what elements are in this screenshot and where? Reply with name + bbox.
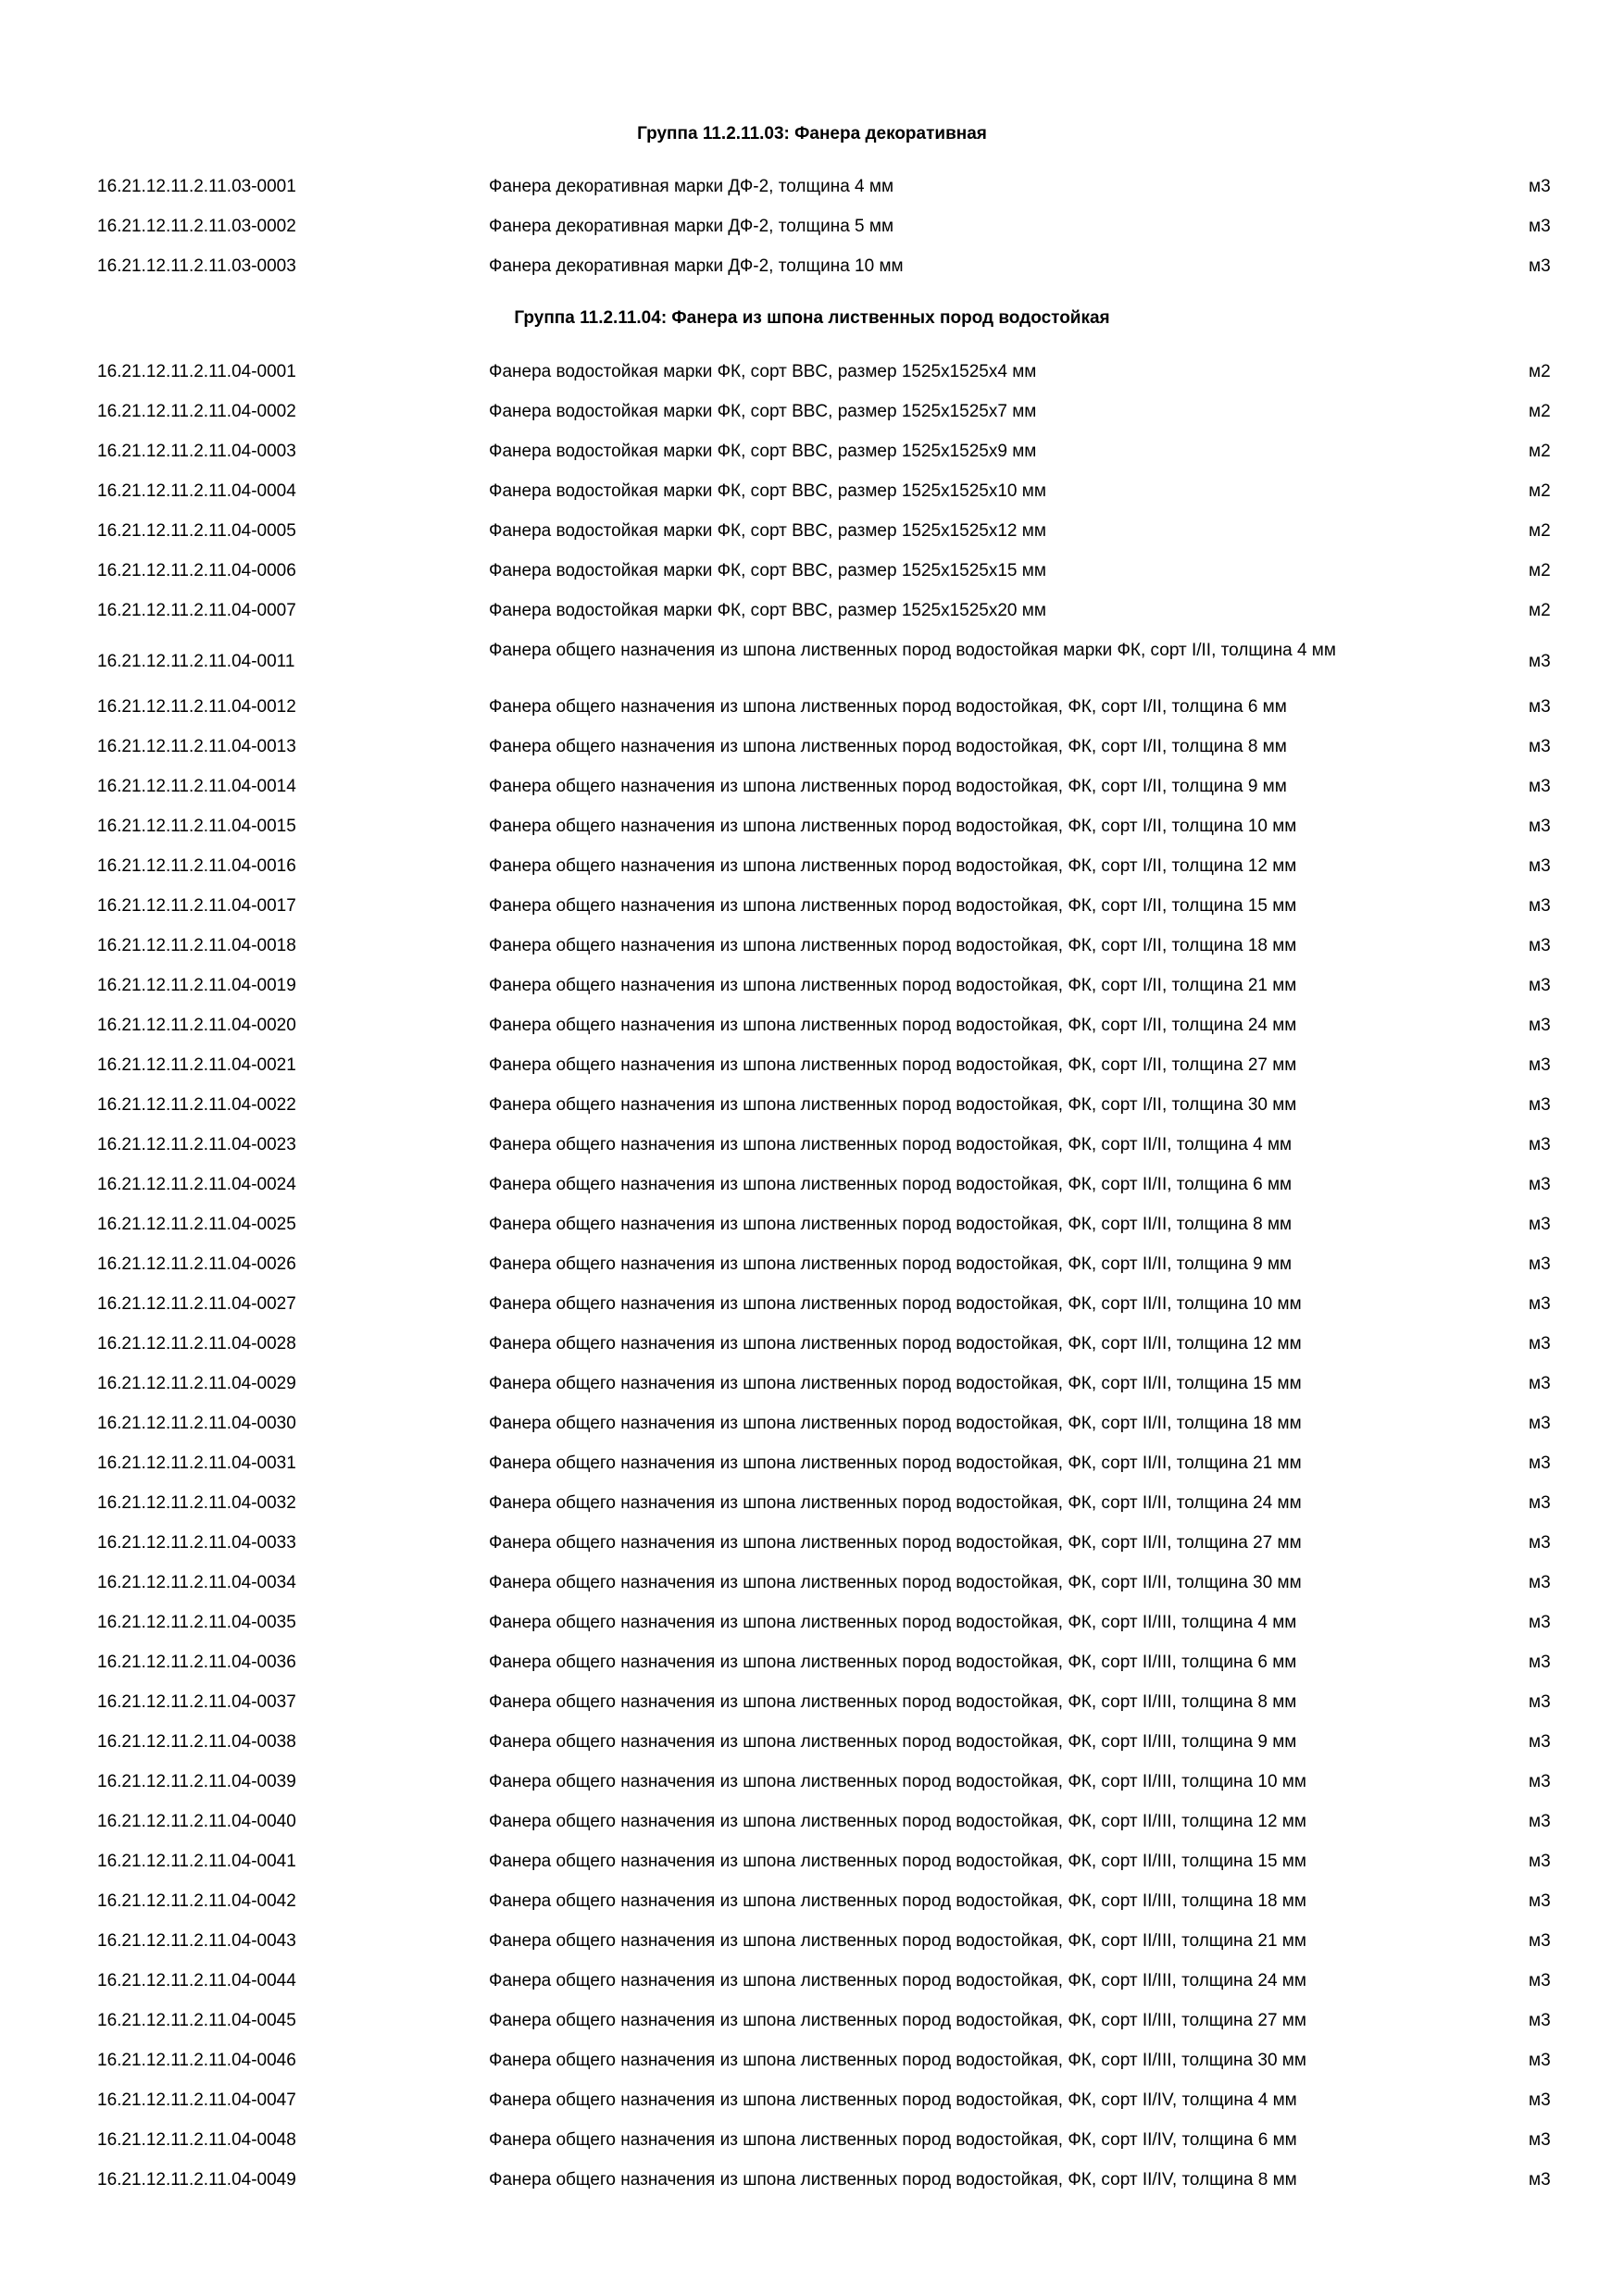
item-code: 16.21.12.11.2.11.04-0034 bbox=[97, 1573, 296, 1592]
item-unit: м3 bbox=[1529, 1852, 1551, 1871]
item-code: 16.21.12.11.2.11.04-0035 bbox=[97, 1613, 296, 1632]
item-name: Фанера общего назначения из шпона лиственных пород водостойкая, ФК, сорт I/II, толщина 15 мм bbox=[489, 896, 1297, 916]
item-name: Фанера декоративная марки ДФ-2, толщина 10 мм bbox=[489, 256, 904, 276]
item-unit: м3 bbox=[1529, 2130, 1551, 2150]
item-code: 16.21.12.11.2.11.04-0041 bbox=[97, 1852, 296, 1871]
item-code: 16.21.12.11.2.11.04-0011 bbox=[97, 652, 295, 671]
item-code: 16.21.12.11.2.11.04-0004 bbox=[97, 481, 296, 501]
item-name: Фанера декоративная марки ДФ-2, толщина 5 мм bbox=[489, 217, 894, 236]
item-unit: м3 bbox=[1529, 1653, 1551, 1672]
item-code: 16.21.12.11.2.11.04-0024 bbox=[97, 1175, 296, 1194]
item-unit: м3 bbox=[1529, 1175, 1551, 1194]
item-unit: м2 bbox=[1529, 561, 1551, 580]
item-name: Фанера общего назначения из шпона лиственных пород водостойкая, ФК, сорт I/II, толщина 27 мм bbox=[489, 1055, 1297, 1075]
item-unit: м3 bbox=[1529, 1931, 1551, 1951]
item-name: Фанера общего назначения из шпона лиственных пород водостойкая, ФК, сорт II/II, толщина 8 мм bbox=[489, 1215, 1293, 1234]
item-unit: м3 bbox=[1529, 1812, 1551, 1831]
item-code: 16.21.12.11.2.11.04-0042 bbox=[97, 1891, 296, 1911]
item-unit: м3 bbox=[1529, 896, 1551, 916]
item-unit: м3 bbox=[1529, 1016, 1551, 1035]
group-title: Группа 11.2.11.04: Фанера из шпона лиственных пород водостойкая bbox=[514, 308, 1110, 328]
item-unit: м3 bbox=[1529, 256, 1551, 276]
item-code: 16.21.12.11.2.11.04-0015 bbox=[97, 817, 296, 836]
item-name: Фанера общего назначения из шпона лиственных пород водостойкая, ФК, сорт II/II, толщина 24 мм bbox=[489, 1493, 1302, 1513]
item-name: Фанера декоративная марки ДФ-2, толщина 4 мм bbox=[489, 177, 894, 196]
item-name: Фанера водостойкая марки ФК, сорт BBC, размер 1525х1525х4 мм bbox=[489, 362, 1037, 381]
item-name: Фанера общего назначения из шпона лиственных пород водостойкая, ФК, сорт II/III, толщина 9 мм bbox=[489, 1732, 1297, 1752]
item-code: 16.21.12.11.2.11.04-0019 bbox=[97, 976, 296, 995]
item-unit: м3 bbox=[1529, 1891, 1551, 1911]
item-unit: м3 bbox=[1529, 2090, 1551, 2110]
item-name: Фанера водостойкая марки ФК, сорт BBC, размер 1525х1525х9 мм bbox=[489, 442, 1037, 461]
item-unit: м3 bbox=[1529, 976, 1551, 995]
item-name: Фанера общего назначения из шпона лиственных пород водостойкая, ФК, сорт II/III, толщина 6 мм bbox=[489, 1653, 1297, 1672]
item-name: Фанера общего назначения из шпона лиственных пород водостойкая, ФК, сорт II/II, толщина 10 мм bbox=[489, 1294, 1302, 1314]
item-name: Фанера общего назначения из шпона лиственных пород водостойкая, ФК, сорт II/III, толщина 24 мм bbox=[489, 1971, 1306, 1990]
item-code: 16.21.12.11.2.11.04-0020 bbox=[97, 1016, 296, 1035]
item-unit: м3 bbox=[1529, 1374, 1551, 1393]
item-name: Фанера общего назначения из шпона лиственных пород водостойкая, ФК, сорт II/IV, толщина 8 мм bbox=[489, 2170, 1297, 2190]
item-code: 16.21.12.11.2.11.04-0040 bbox=[97, 1812, 296, 1831]
item-unit: м3 bbox=[1529, 1055, 1551, 1075]
item-name: Фанера общего назначения из шпона лиственных пород водостойкая, ФК, сорт II/II, толщина 9 мм bbox=[489, 1254, 1293, 1274]
item-code: 16.21.12.11.2.11.04-0013 bbox=[97, 737, 296, 756]
item-name: Фанера водостойкая марки ФК, сорт BBC, размер 1525х1525х7 мм bbox=[489, 402, 1037, 421]
item-name: Фанера общего назначения из шпона лиственных пород водостойкая, ФК, сорт II/II, толщина 18 мм bbox=[489, 1414, 1302, 1433]
item-name: Фанера общего назначения из шпона лиственных пород водостойкая, ФК, сорт I/II, толщина 8 мм bbox=[489, 737, 1287, 756]
item-code: 16.21.12.11.2.11.04-0046 bbox=[97, 2051, 296, 2070]
item-name: Фанера общего назначения из шпона лиственных пород водостойкая, ФК, сорт I/II, толщина 10 мм bbox=[489, 817, 1297, 836]
item-name: Фанера водостойкая марки ФК, сорт BBC, размер 1525х1525х10 мм bbox=[489, 481, 1046, 501]
item-code: 16.21.12.11.2.11.04-0043 bbox=[97, 1931, 296, 1951]
item-code: 16.21.12.11.2.11.04-0014 bbox=[97, 777, 296, 796]
item-name: Фанера общего назначения из шпона лиственных пород водостойкая, ФК, сорт II/III, толщина 15 мм bbox=[489, 1852, 1306, 1871]
item-code: 16.21.12.11.2.11.04-0003 bbox=[97, 442, 296, 461]
item-code: 16.21.12.11.2.11.04-0037 bbox=[97, 1692, 296, 1712]
item-unit: м2 bbox=[1529, 362, 1551, 381]
item-code: 16.21.12.11.2.11.04-0048 bbox=[97, 2130, 296, 2150]
item-unit: м3 bbox=[1529, 1493, 1551, 1513]
item-name: Фанера общего назначения из шпона лиственных пород водостойкая, ФК, сорт II/II, толщина 30 мм bbox=[489, 1573, 1302, 1592]
item-name: Фанера общего назначения из шпона лиственных пород водостойкая, ФК, сорт I/II, толщина 21 мм bbox=[489, 976, 1297, 995]
item-code: 16.21.12.11.2.11.04-0007 bbox=[97, 601, 296, 620]
item-name: Фанера общего назначения из шпона лиственных пород водостойкая, ФК, сорт II/II, толщина 12 мм bbox=[489, 1334, 1302, 1354]
item-code: 16.21.12.11.2.11.04-0033 bbox=[97, 1533, 296, 1553]
item-name: Фанера общего назначения из шпона лиственных пород водостойкая, ФК, сорт II/III, толщина 27 мм bbox=[489, 2011, 1306, 2030]
item-code: 16.21.12.11.2.11.04-0047 bbox=[97, 2090, 296, 2110]
item-unit: м3 bbox=[1529, 2170, 1551, 2190]
item-code: 16.21.12.11.2.11.04-0038 bbox=[97, 1732, 296, 1752]
group-title: Группа 11.2.11.03: Фанера декоративная bbox=[637, 124, 987, 144]
item-unit: м3 bbox=[1529, 1971, 1551, 1990]
item-name: Фанера водостойкая марки ФК, сорт BBC, размер 1525х1525х15 мм bbox=[489, 561, 1046, 580]
item-unit: м3 bbox=[1529, 1732, 1551, 1752]
item-code: 16.21.12.11.2.11.04-0031 bbox=[97, 1454, 296, 1473]
item-unit: м3 bbox=[1529, 777, 1551, 796]
item-code: 16.21.12.11.2.11.04-0016 bbox=[97, 856, 296, 876]
item-code: 16.21.12.11.2.11.03-0002 bbox=[97, 217, 296, 236]
item-unit: м2 bbox=[1529, 402, 1551, 421]
item-unit: м3 bbox=[1529, 697, 1551, 717]
item-name: Фанера общего назначения из шпона лиственных пород водостойкая, ФК, сорт II/III, толщина 30 мм bbox=[489, 2051, 1306, 2070]
item-name: Фанера водостойкая марки ФК, сорт BBC, размер 1525х1525х12 мм bbox=[489, 521, 1046, 541]
item-code: 16.21.12.11.2.11.04-0005 bbox=[97, 521, 296, 541]
item-name: Фанера общего назначения из шпона лиственных пород водостойкая, ФК, сорт II/III, толщина 4 мм bbox=[489, 1613, 1297, 1632]
item-name: Фанера общего назначения из шпона лиственных пород водостойкая, ФК, сорт II/III, толщина 21 мм bbox=[489, 1931, 1306, 1951]
item-unit: м3 bbox=[1529, 1215, 1551, 1234]
item-code: 16.21.12.11.2.11.04-0006 bbox=[97, 561, 296, 580]
item-unit: м3 bbox=[1529, 1254, 1551, 1274]
item-unit: м3 bbox=[1529, 1533, 1551, 1553]
item-name: Фанера общего назначения из шпона лиственных пород водостойкая, ФК, сорт I/II, толщина 12 мм bbox=[489, 856, 1297, 876]
item-unit: м3 bbox=[1529, 217, 1551, 236]
item-unit: м3 bbox=[1529, 1573, 1551, 1592]
item-unit: м3 bbox=[1529, 1772, 1551, 1791]
item-unit: м3 bbox=[1529, 652, 1551, 671]
item-unit: м3 bbox=[1529, 936, 1551, 955]
item-name: Фанера общего назначения из шпона лиственных пород водостойкая, ФК, сорт II/IV, толщина 4 мм bbox=[489, 2090, 1297, 2110]
item-unit: м2 bbox=[1529, 481, 1551, 501]
item-code: 16.21.12.11.2.11.04-0025 bbox=[97, 1215, 296, 1234]
item-unit: м3 bbox=[1529, 1454, 1551, 1473]
item-unit: м2 bbox=[1529, 521, 1551, 541]
item-code: 16.21.12.11.2.11.04-0022 bbox=[97, 1095, 296, 1115]
item-code: 16.21.12.11.2.11.04-0030 bbox=[97, 1414, 296, 1433]
item-code: 16.21.12.11.2.11.04-0036 bbox=[97, 1653, 296, 1672]
item-name: Фанера общего назначения из шпона лиственных пород водостойкая, ФК, сорт II/II, толщина 15 мм bbox=[489, 1374, 1302, 1393]
item-code: 16.21.12.11.2.11.04-0045 bbox=[97, 2011, 296, 2030]
item-name: Фанера общего назначения из шпона лиственных пород водостойкая, ФК, сорт I/II, толщина 24 мм bbox=[489, 1016, 1297, 1035]
item-code: 16.21.12.11.2.11.04-0021 bbox=[97, 1055, 296, 1075]
item-unit: м3 bbox=[1529, 2011, 1551, 2030]
item-name: Фанера общего назначения из шпона лиственных пород водостойкая, ФК, сорт II/III, толщина 18 мм bbox=[489, 1891, 1306, 1911]
item-name: Фанера общего назначения из шпона лиственных пород водостойкая, ФК, сорт I/II, толщина 6 мм bbox=[489, 697, 1287, 717]
item-code: 16.21.12.11.2.11.04-0049 bbox=[97, 2170, 296, 2190]
item-unit: м3 bbox=[1529, 1095, 1551, 1115]
item-code: 16.21.12.11.2.11.04-0002 bbox=[97, 402, 296, 421]
item-unit: м3 bbox=[1529, 2051, 1551, 2070]
item-name: Фанера общего назначения из шпона лиственных пород водостойкая, ФК, сорт II/II, толщина 21 мм bbox=[489, 1454, 1302, 1473]
item-unit: м3 bbox=[1529, 817, 1551, 836]
item-code: 16.21.12.11.2.11.04-0027 bbox=[97, 1294, 296, 1314]
item-unit: м2 bbox=[1529, 601, 1551, 620]
item-unit: м3 bbox=[1529, 1414, 1551, 1433]
item-code: 16.21.12.11.2.11.04-0039 bbox=[97, 1772, 296, 1791]
item-name: Фанера общего назначения из шпона лиственных пород водостойкая, ФК, сорт I/II, толщина 18 мм bbox=[489, 936, 1297, 955]
item-code: 16.21.12.11.2.11.04-0018 bbox=[97, 936, 296, 955]
item-code: 16.21.12.11.2.11.04-0026 bbox=[97, 1254, 296, 1274]
item-name: Фанера общего назначения из шпона лиственных пород водостойкая, ФК, сорт I/II, толщина 30 мм bbox=[489, 1095, 1297, 1115]
item-name: Фанера общего назначения из шпона лиственных пород водостойкая, ФК, сорт II/III, толщина 12 мм bbox=[489, 1812, 1306, 1831]
item-unit: м3 bbox=[1529, 1135, 1551, 1154]
item-unit: м3 bbox=[1529, 737, 1551, 756]
item-name: Фанера общего назначения из шпона лиственных пород водостойкая, ФК, сорт II/II, толщина 4 мм bbox=[489, 1135, 1293, 1154]
item-name: Фанера общего назначения из шпона лиственных пород водостойкая, ФК, сорт II/IV, толщина 6 мм bbox=[489, 2130, 1297, 2150]
item-name: Фанера общего назначения из шпона лиственных пород водостойкая, ФК, сорт II/II, толщина 6 мм bbox=[489, 1175, 1293, 1194]
item-name: Фанера общего назначения из шпона лиственных пород водостойкая, ФК, сорт II/III, толщина 8 мм bbox=[489, 1692, 1297, 1712]
item-unit: м3 bbox=[1529, 1692, 1551, 1712]
item-code: 16.21.12.11.2.11.04-0023 bbox=[97, 1135, 296, 1154]
item-unit: м2 bbox=[1529, 442, 1551, 461]
item-unit: м3 bbox=[1529, 1334, 1551, 1354]
item-code: 16.21.12.11.2.11.04-0032 bbox=[97, 1493, 296, 1513]
item-code: 16.21.12.11.2.11.03-0001 bbox=[97, 177, 296, 196]
item-code: 16.21.12.11.2.11.04-0044 bbox=[97, 1971, 296, 1990]
item-name: Фанера водостойкая марки ФК, сорт BBC, размер 1525х1525х20 мм bbox=[489, 601, 1046, 620]
item-code: 16.21.12.11.2.11.04-0028 bbox=[97, 1334, 296, 1354]
item-unit: м3 bbox=[1529, 1294, 1551, 1314]
item-code: 16.21.12.11.2.11.04-0012 bbox=[97, 697, 296, 717]
item-name: Фанера общего назначения из шпона лиственных пород водостойкая, ФК, сорт I/II, толщина 9 мм bbox=[489, 777, 1287, 796]
item-unit: м3 bbox=[1529, 1613, 1551, 1632]
item-unit: м3 bbox=[1529, 177, 1551, 196]
item-name: Фанера общего назначения из шпона лиственных пород водостойкая марки ФК, сорт I/II, толщина 4 мм bbox=[489, 641, 1336, 660]
item-code: 16.21.12.11.2.11.04-0001 bbox=[97, 362, 296, 381]
item-code: 16.21.12.11.2.11.04-0029 bbox=[97, 1374, 296, 1393]
item-name: Фанера общего назначения из шпона лиственных пород водостойкая, ФК, сорт II/II, толщина 27 мм bbox=[489, 1533, 1302, 1553]
item-name: Фанера общего назначения из шпона лиственных пород водостойкая, ФК, сорт II/III, толщина 10 мм bbox=[489, 1772, 1306, 1791]
item-unit: м3 bbox=[1529, 856, 1551, 876]
item-code: 16.21.12.11.2.11.03-0003 bbox=[97, 256, 296, 276]
item-code: 16.21.12.11.2.11.04-0017 bbox=[97, 896, 296, 916]
